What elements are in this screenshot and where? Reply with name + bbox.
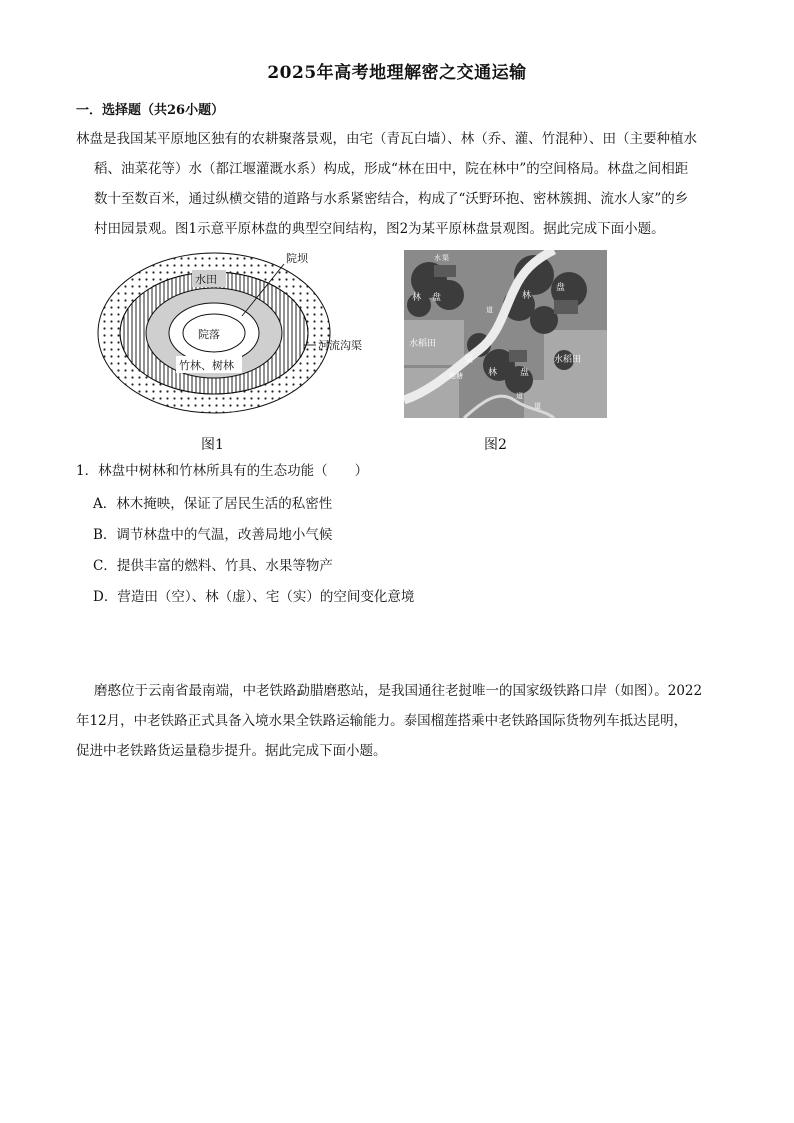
- passage-line: 磨憨位于云南省最南端，中老铁路勐腊磨憨站，是我国通往老挝唯一的国家级铁路口岸（如图）。2022: [94, 683, 703, 699]
- question1-stem: 1．林盘中树林和竹林所具有的生态功能（ ）: [76, 463, 369, 479]
- fig2-label: 水: [434, 254, 441, 262]
- fig2-label: 盘: [432, 293, 442, 303]
- label-river: 河流沟渠: [318, 339, 362, 352]
- fig2-label: 池塘: [449, 372, 463, 380]
- figure2-photo: [404, 250, 607, 418]
- option-c: C．提供丰富的燃料、竹具、水果等物产: [93, 558, 333, 574]
- passage-line: 促进中老铁路货运量稳步提升。据此完成下面小题。: [76, 743, 387, 759]
- option-a: A．林木掩映，保证了居民生活的私密性: [93, 496, 333, 512]
- fig2-label: 道: [486, 306, 493, 314]
- fig2-label: 盘: [556, 283, 566, 293]
- fig2-label: 盘: [520, 368, 530, 378]
- passage-line: 稻、油菜花等）水（都江堰灌溉水系）构成，形成“林在田中，院在林中”的空间格局。林盘之间相距: [94, 161, 689, 177]
- fig2-label: 道: [534, 402, 541, 410]
- section-heading: 一．选择题（共26小题）: [76, 103, 225, 118]
- passage-line: 村田园景观。图1示意平原林盘的典型空间结构，图2为某平原林盘景观图。据此完成下面小题。: [94, 221, 665, 237]
- document-title: 2025年高考地理解密之交通运输: [267, 63, 527, 83]
- fig2-label: 林: [522, 291, 532, 301]
- fig2-label: 渠: [464, 355, 474, 365]
- passage-linpan: [76, 124, 716, 244]
- label-courtyard-dam: 院坝: [286, 252, 308, 265]
- passage-line: 数十至数百米，通过纵横交错的道路与水系紧密结合，构成了“沃野环抱、密林簇拥、流水人家”的乡: [94, 191, 689, 207]
- label-paddy: 水田: [195, 273, 217, 286]
- label-bamboo-forest: 竹林、树林: [179, 359, 234, 372]
- fig2-label: 渠: [442, 254, 449, 262]
- option-b: B．调节林盘中的气温，改善局地小气候: [93, 527, 333, 543]
- passage-line: 年12月，中老铁路正式具备入境水果全铁路运输能力。泰国榴莲搭乘中老铁路国际货物列车抵达昆明，: [76, 713, 688, 729]
- figure1-diagram: [94, 248, 384, 418]
- figure2-caption: 图2: [484, 437, 507, 453]
- fig2-label: 水稻田: [554, 355, 582, 365]
- fig2-label: 水稻田: [409, 339, 437, 349]
- figure1-caption: 图1: [201, 437, 224, 453]
- fig2-label: 林: [412, 293, 422, 303]
- fig2-label: 林: [488, 368, 498, 378]
- passage-mohan: [76, 676, 716, 766]
- fig2-label: 道: [516, 392, 523, 400]
- passage-line: 林盘是我国某平原地区独有的农耕聚落景观，由宅（青瓦白墙）、林（乔、灌、竹混种）、田（主要种植水: [76, 131, 697, 147]
- option-d: D．营造田（空）、林（虚）、宅（实）的空间变化意境: [93, 589, 415, 605]
- label-courtyard: 院落: [198, 328, 220, 341]
